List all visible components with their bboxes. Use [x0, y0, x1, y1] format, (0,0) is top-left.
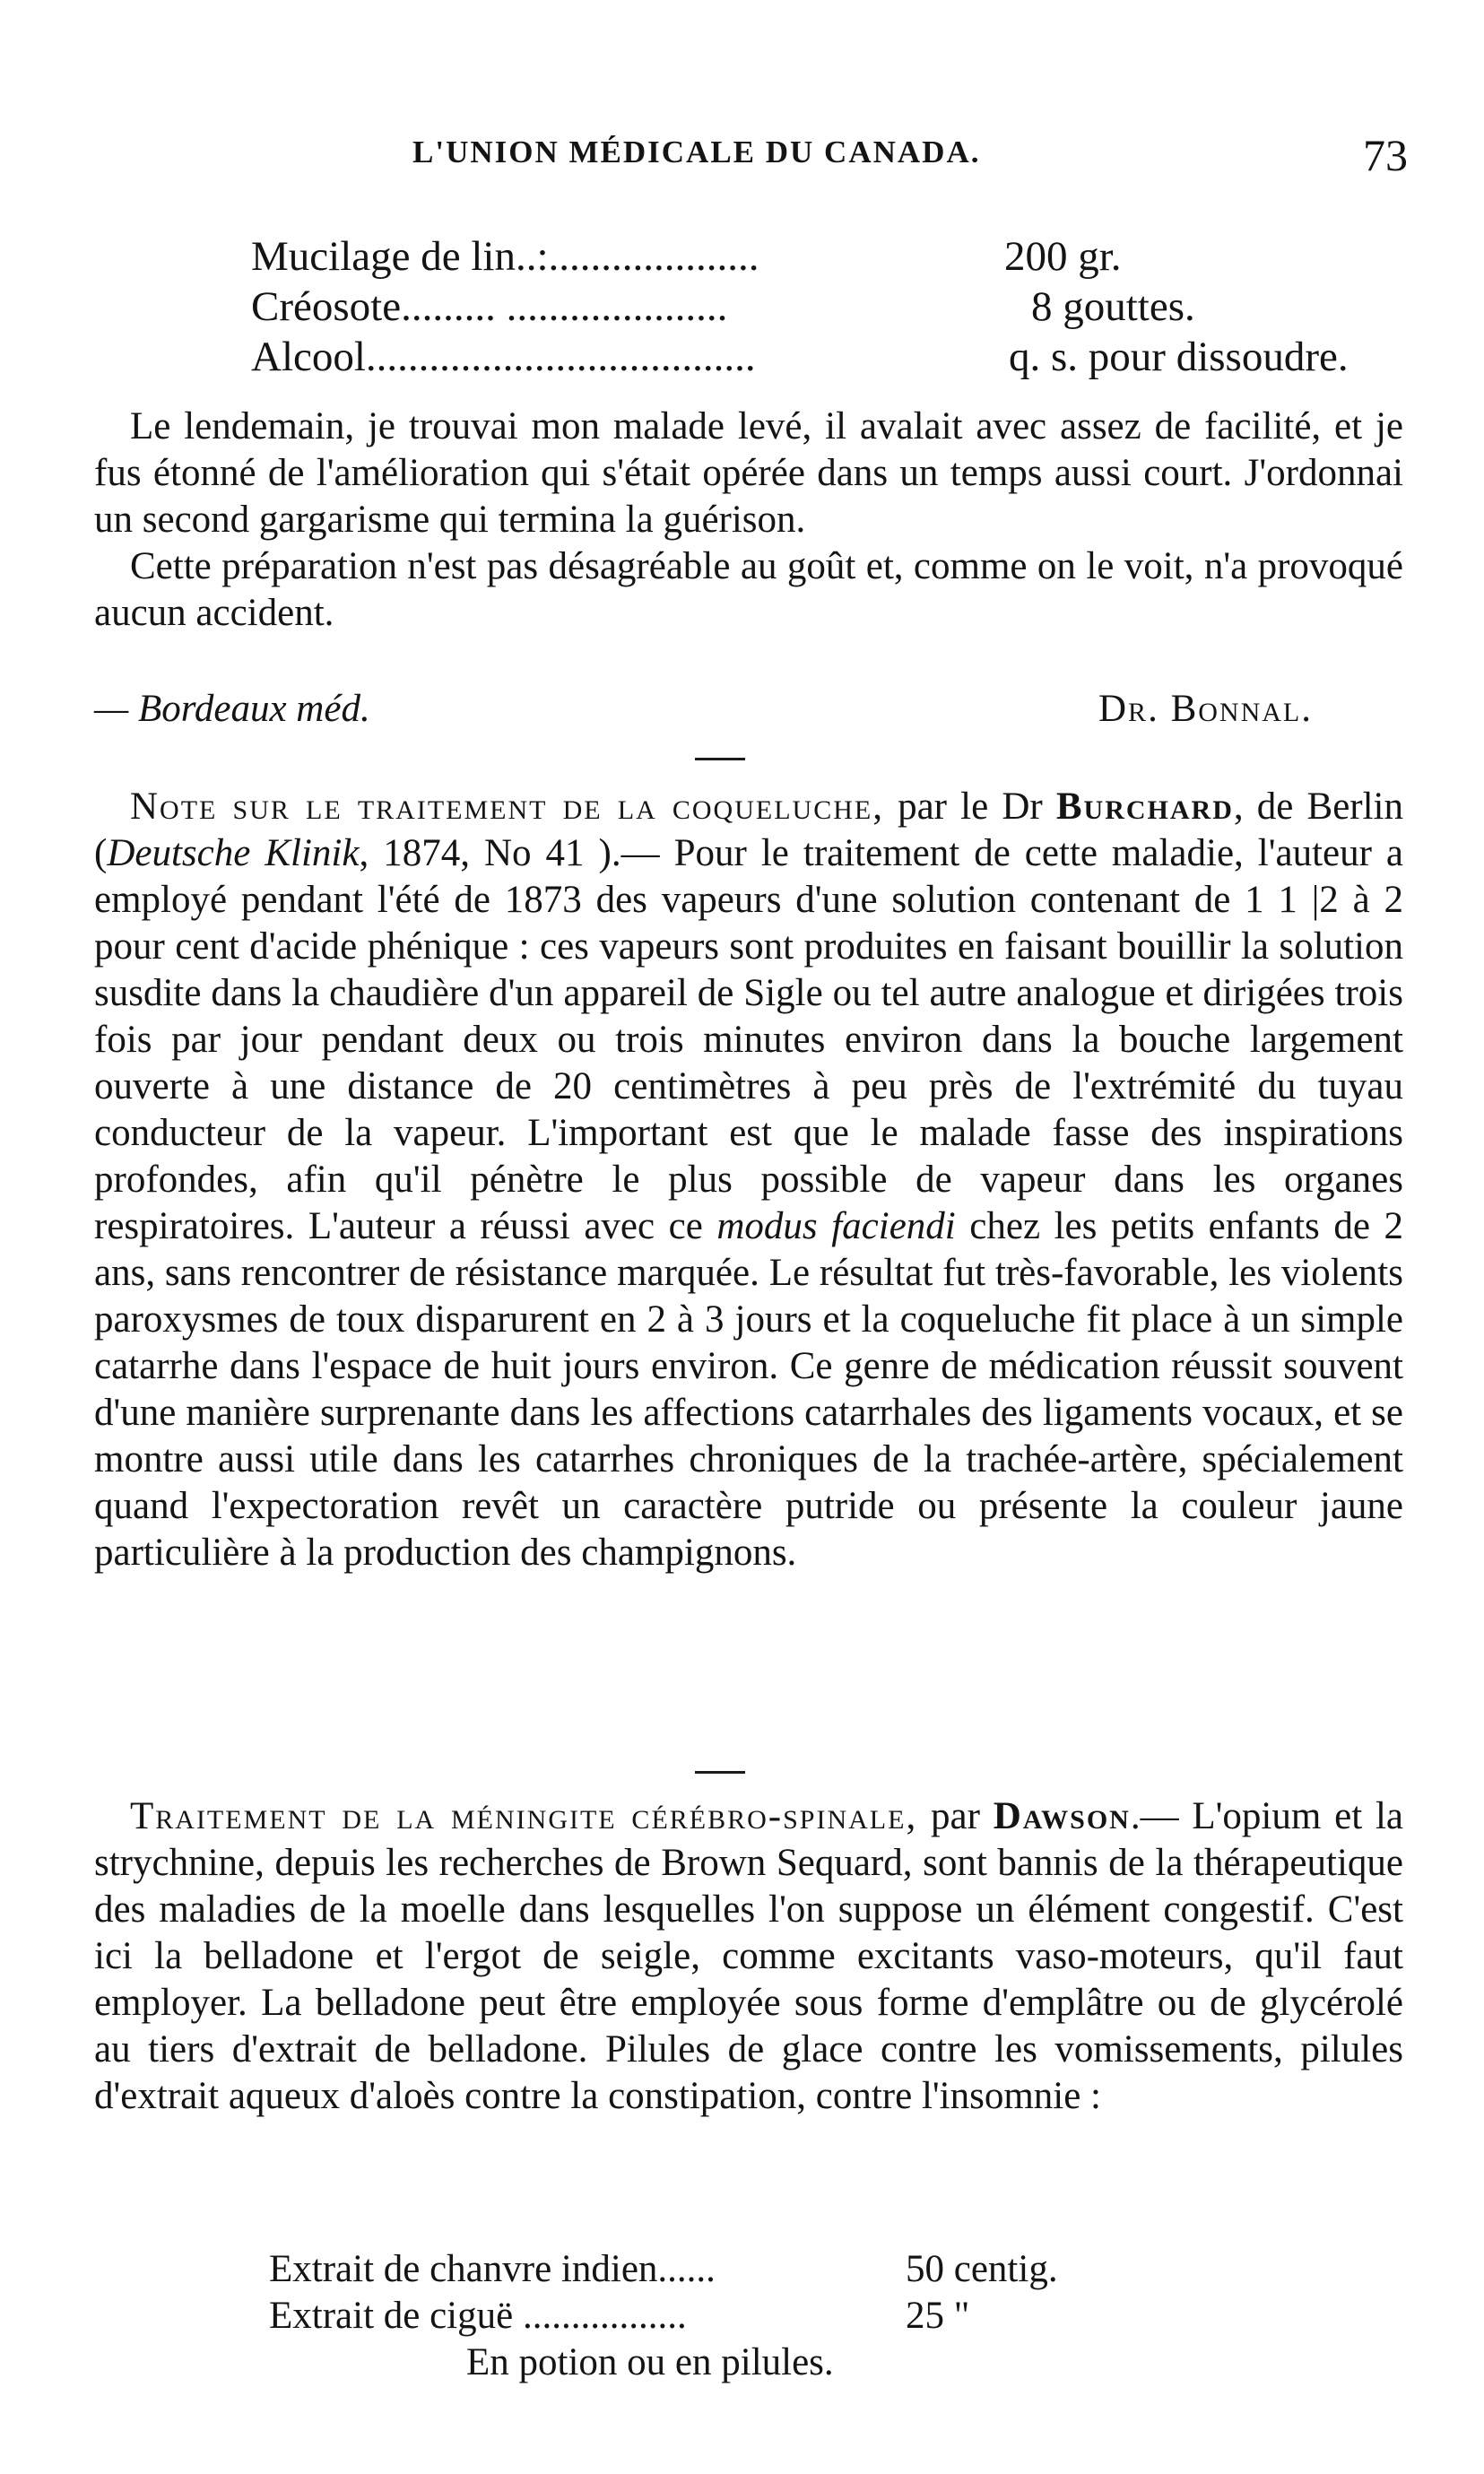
paragraph: Le lendemain, je trouvai mon malade levé, il avalait avec assez de facilité, et je fus étonné de l'amélioration qui s'était opérée dans un temps aussi court. J'ordonnai un second gargarisme qui termina la guérison. [94, 405, 1403, 541]
signature-author: Dr. Bonnal. [1098, 688, 1313, 730]
article-whooping-cough [94, 784, 1403, 1576]
recipe-note-row [269, 2339, 1076, 2386]
case-report [94, 404, 1403, 637]
ingredient: Alcool..................................... [251, 334, 756, 380]
recipe-instruction: En potion ou en pilules. [466, 2341, 834, 2383]
signature-line [94, 687, 1403, 734]
source-citation: — Bordeaux méd. [94, 688, 370, 730]
article-title: Note sur le traitement de la coqueluche, [130, 786, 884, 828]
journal-title: L'UNION MÉDICALE DU CANADA. [412, 135, 981, 169]
article-text: .— L'opium et la strychnine, depuis les recherches de Brown Sequard, sont bannis de la thérapeutique des maladies de la moelle dans lesquelles l'on suppose un élément congestif. C'est ici la belladone et l'ergot de seigle, comme excitants vaso-moteurs, qu'il faut employer. La belladone peut être employée sous forme d'emplâtre ou de glycérolé au tiers d'extrait de belladone. Pilules de glace contre les vomissements, pilules d'extrait aqueux d'aloès contre la constipation, contre l'insomnie : [94, 1795, 1403, 2117]
article-meningitis [94, 1793, 1403, 2120]
ingredient: Extrait de chanvre indien...... [269, 2248, 716, 2290]
running-header [412, 130, 1408, 188]
recipe-potion [269, 2246, 1076, 2386]
paragraph: Cette préparation n'est pas désagréable au goût et, comme on le voit, n'a provoqué aucun accident. [94, 545, 1403, 634]
citation: , 1874, No 41 ). [359, 832, 621, 874]
article-title: Traitement de la méningite cérébro-spinale, [130, 1795, 918, 1837]
recipe-row [251, 332, 1408, 382]
ingredient: Créosote......... ..................... [251, 283, 728, 330]
latin-phrase: modus faciendi [716, 1205, 956, 1247]
citation: , de Berlin ( [94, 786, 1403, 874]
ingredient: Mucilage de lin..:.................... [251, 233, 759, 280]
article-paragraph [94, 784, 1403, 1576]
quantity: 25 " [906, 2295, 970, 2337]
byline: par [917, 1795, 994, 1837]
recipe-gargle [251, 231, 1408, 382]
byline: par le Dr [883, 786, 1056, 828]
section-divider [695, 1771, 745, 1774]
ingredient: Extrait de ciguë ................. [269, 2295, 687, 2337]
article-paragraph [94, 1793, 1403, 2120]
article-author: Dawson [993, 1795, 1131, 1837]
section-divider [695, 758, 745, 760]
recipe-row [251, 231, 1408, 282]
article-text: — Pour le traitement de cette maladie, l'auteur a employé pendant l'été de 1873 des vapeurs d'une solution contenant de 1 1 |2 à 2 pour cent d'acide phénique : ces vapeurs sont produites en faisant bouillir la solution susdite dans la chaudière d'un appareil de Sigle ou tel autre analogue et dirigées trois fois par jour pendant deux ou trois minutes environ dans la bouche largement ouverte à une distance de 20 centimètres à peu près de l'extrémité du tuyau conducteur de la vapeur. L'important est que le malade fasse des inspirations profondes, afin qu'il pénètre le plus possible de vapeur dans les organes respiratoires. L'auteur a réussi avec ce [94, 832, 1404, 1247]
quantity: 200 gr. [1004, 233, 1122, 280]
recipe-row [269, 2293, 1076, 2339]
journal-name: Deutsche Klinik [107, 832, 360, 874]
quantity: q. s. pour dissoudre. [1009, 334, 1349, 380]
article-author: Burchard [1055, 786, 1234, 828]
quantity: 50 centig. [906, 2248, 1058, 2290]
recipe-row [251, 282, 1408, 332]
quantity: 8 gouttes. [1031, 283, 1195, 330]
page-number: 73 [1363, 130, 1408, 180]
recipe-row [269, 2246, 1076, 2293]
article-text: chez les petits enfants de 2 ans, sans rencontrer de résistance marquée. Le résultat fut très-favorable, les violents paroxysmes de toux disparurent en 2 à 3 jours et la coqueluche fit place à un simple catarrhe dans l'espace de huit jours environ. Ce genre de médication réussit souvent d'une manière surprenante dans les affections catarrhales des ligaments vocaux, et se montre aussi utile dans les catarrhes chroniques de la trachée-artère, spécialement quand l'expectoration revêt un caractère putride ou présente la couleur jaune particulière à la production des champignons. [94, 1205, 1403, 1574]
